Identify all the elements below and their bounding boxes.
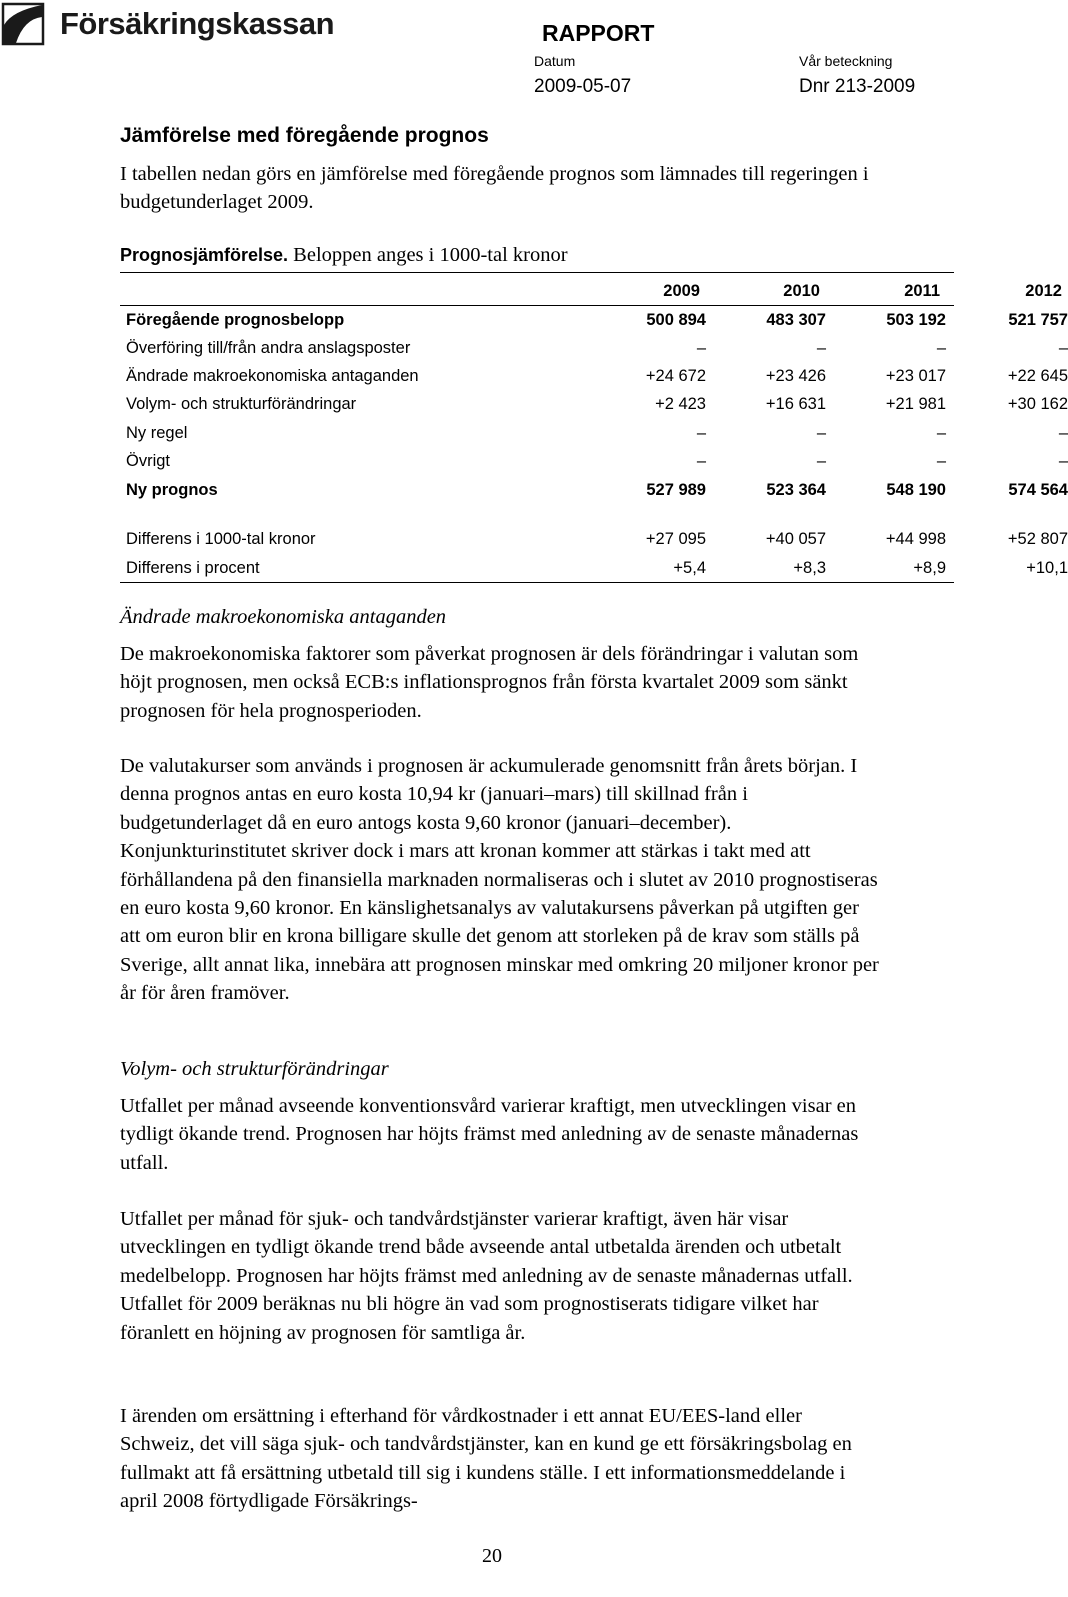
row-label: Differens i 1000-tal kronor [126,530,316,548]
row-label: Föregående prognosbelopp [126,311,345,329]
volume-paragraph-1: Utfallet per månad avseende konventionsvård varierar kraftigt, men utvecklingen visar en tydligt ökande trend. Prognosen har höjts främst med anledning av de senaste månadernas utfall. [120,1095,859,1174]
cell: 500 894 [646,311,706,329]
row-label: Överföring till/från andra anslagsposter [126,339,411,357]
cell: – [1058,452,1068,470]
cell: 548 190 [886,481,946,499]
table-caption [120,244,568,267]
table-row [126,530,1068,558]
cell: +24 672 [645,367,706,385]
cell: +23 426 [765,367,826,385]
table-row [126,452,1068,480]
cell: +21 981 [885,395,946,413]
cell: – [816,452,826,470]
year-header: 2010 [783,282,820,300]
cell: – [936,424,946,442]
cell: 521 757 [1008,311,1068,329]
cell: 523 364 [766,481,826,499]
macro-heading: Ändrade makroekonomiska antaganden [120,606,447,628]
cell: – [696,424,706,442]
date-value: 2009-05-07 [534,76,632,97]
cell: +27 095 [645,530,706,548]
year-header: 2009 [663,282,700,300]
logo-mark-icon [2,3,44,45]
macro-paragraph-1: De makroekonomiska faktorer som påverkat prognosen är dels förändringar i valutan som höjt prognosen, men också ECB:s inflationsprognos från första kvartalet 2009 som sänkt prognosen för hela prognosperioden. [120,643,859,722]
row-label: Volym- och strukturförändringar [126,395,357,413]
logo [2,2,334,46]
cell: – [816,339,826,357]
table-row [126,367,1068,395]
cell: +30 162 [1007,395,1068,413]
cell: 527 989 [646,481,706,499]
table-row [126,424,1068,452]
table-row [126,311,1068,339]
year-header: 2011 [904,282,940,300]
row-label: Ändrade makroekonomiska antaganden [126,367,419,385]
cell: +2 423 [655,395,706,413]
logo-text: Försäkringskassan [60,6,335,41]
report-type: RAPPORT [542,20,655,46]
table-caption-title: Prognosjämförelse. [120,245,289,265]
row-label: Differens i procent [126,559,260,577]
cell: +44 998 [885,530,946,548]
cell: 574 564 [1008,481,1068,499]
date-label: Datum [534,53,576,69]
year-header: 2012 [1025,282,1062,300]
cell: – [936,452,946,470]
cell: +16 631 [765,395,826,413]
intro-paragraph: I tabellen nedan görs en jämförelse med föregående prognos som lämnades till regeringen i budgetunderlaget 2009. [120,163,869,214]
cell: – [816,424,826,442]
volume-paragraph-3: I ärenden om ersättning i efterhand för vårdkostnader i ett annat EU/EES-land eller Schweiz, det vill säga sjuk- och tandvårdstjänster, kan en kund ge ett försäkringsbolag en fullmakt att få ersättning utbetald till sig i kundens ställe. I ett informationsmeddelande i april 2008 förtydligade Försäkrings- [120,1405,852,1513]
cell: +23 017 [885,367,946,385]
table-top-rule [120,272,954,273]
table-header-rule [120,305,954,306]
cell: +40 057 [765,530,826,548]
cell: +5,4 [673,559,706,577]
cell: – [696,339,706,357]
cell: +8,3 [793,559,826,577]
cell: +22 645 [1007,367,1068,385]
section-title: Jämförelse med föregående prognos [120,124,489,147]
cell: – [1058,424,1068,442]
table-row [126,395,1068,423]
cell: – [936,339,946,357]
cell: 503 192 [886,311,946,329]
macro-paragraph-2: De valutakurser som används i prognosen är ackumulerade genomsnitt från årets början. I denna prognos antas en euro kosta 10,94 kr (januari–mars) till skillnad från i budgetunderlaget då en euro antogs kosta 9,60 kronor (januari–december). Konjunkturinstitutet skriver dock i mars att kronan kommer att stärkas i takt med att förhållandena på den finansiella marknaden normaliseras och i slutet av 2010 prognostiseras en euro kosta 9,60 kronor. En känslighetsanalys av valutakursens påverkan på utgiften ger att om euron blir en krona billigare skulle det genom att storleken på de krav som ställs på Sverige, allt annat lika, innebära att prognosen minskar med omkring 20 miljoner kronor per år för åren framöver. [120,755,879,1005]
row-label: Övrigt [126,452,171,470]
volume-paragraph-2: Utfallet per månad för sjuk- och tandvårdstjänster varierar kraftigt, även här visar utvecklingen en tydligt ökande trend både avseende antal utbetalda ärenden och utbetalt medelbelopp. Prognosen har höjts främst med anledning av de senaste månadernas utfall. Utfallet för 2009 beräknas nu bli högre än vad som prognostiserats tidigare vilket har föranlett en höjning av prognosen för samtliga år. [120,1208,853,1344]
table-row [126,339,1068,367]
table-row [126,481,1068,509]
table-caption-text: Beloppen anges i 1000-tal kronor [288,244,568,266]
row-label: Ny regel [126,424,188,442]
reference-value: Dnr 213-2009 [799,76,916,97]
cell: +8,9 [913,559,946,577]
reference-label: Vår beteckning [799,53,893,69]
cell: – [1058,339,1068,357]
cell: 483 307 [766,311,826,329]
cell: +10,1 [1026,559,1068,577]
cell: +52 807 [1007,530,1068,548]
page-number: 20 [482,1545,502,1567]
cell: – [696,452,706,470]
table-bottom-rule [120,582,954,583]
row-label: Ny prognos [126,481,218,499]
volume-heading: Volym- och strukturförändringar [120,1058,389,1080]
